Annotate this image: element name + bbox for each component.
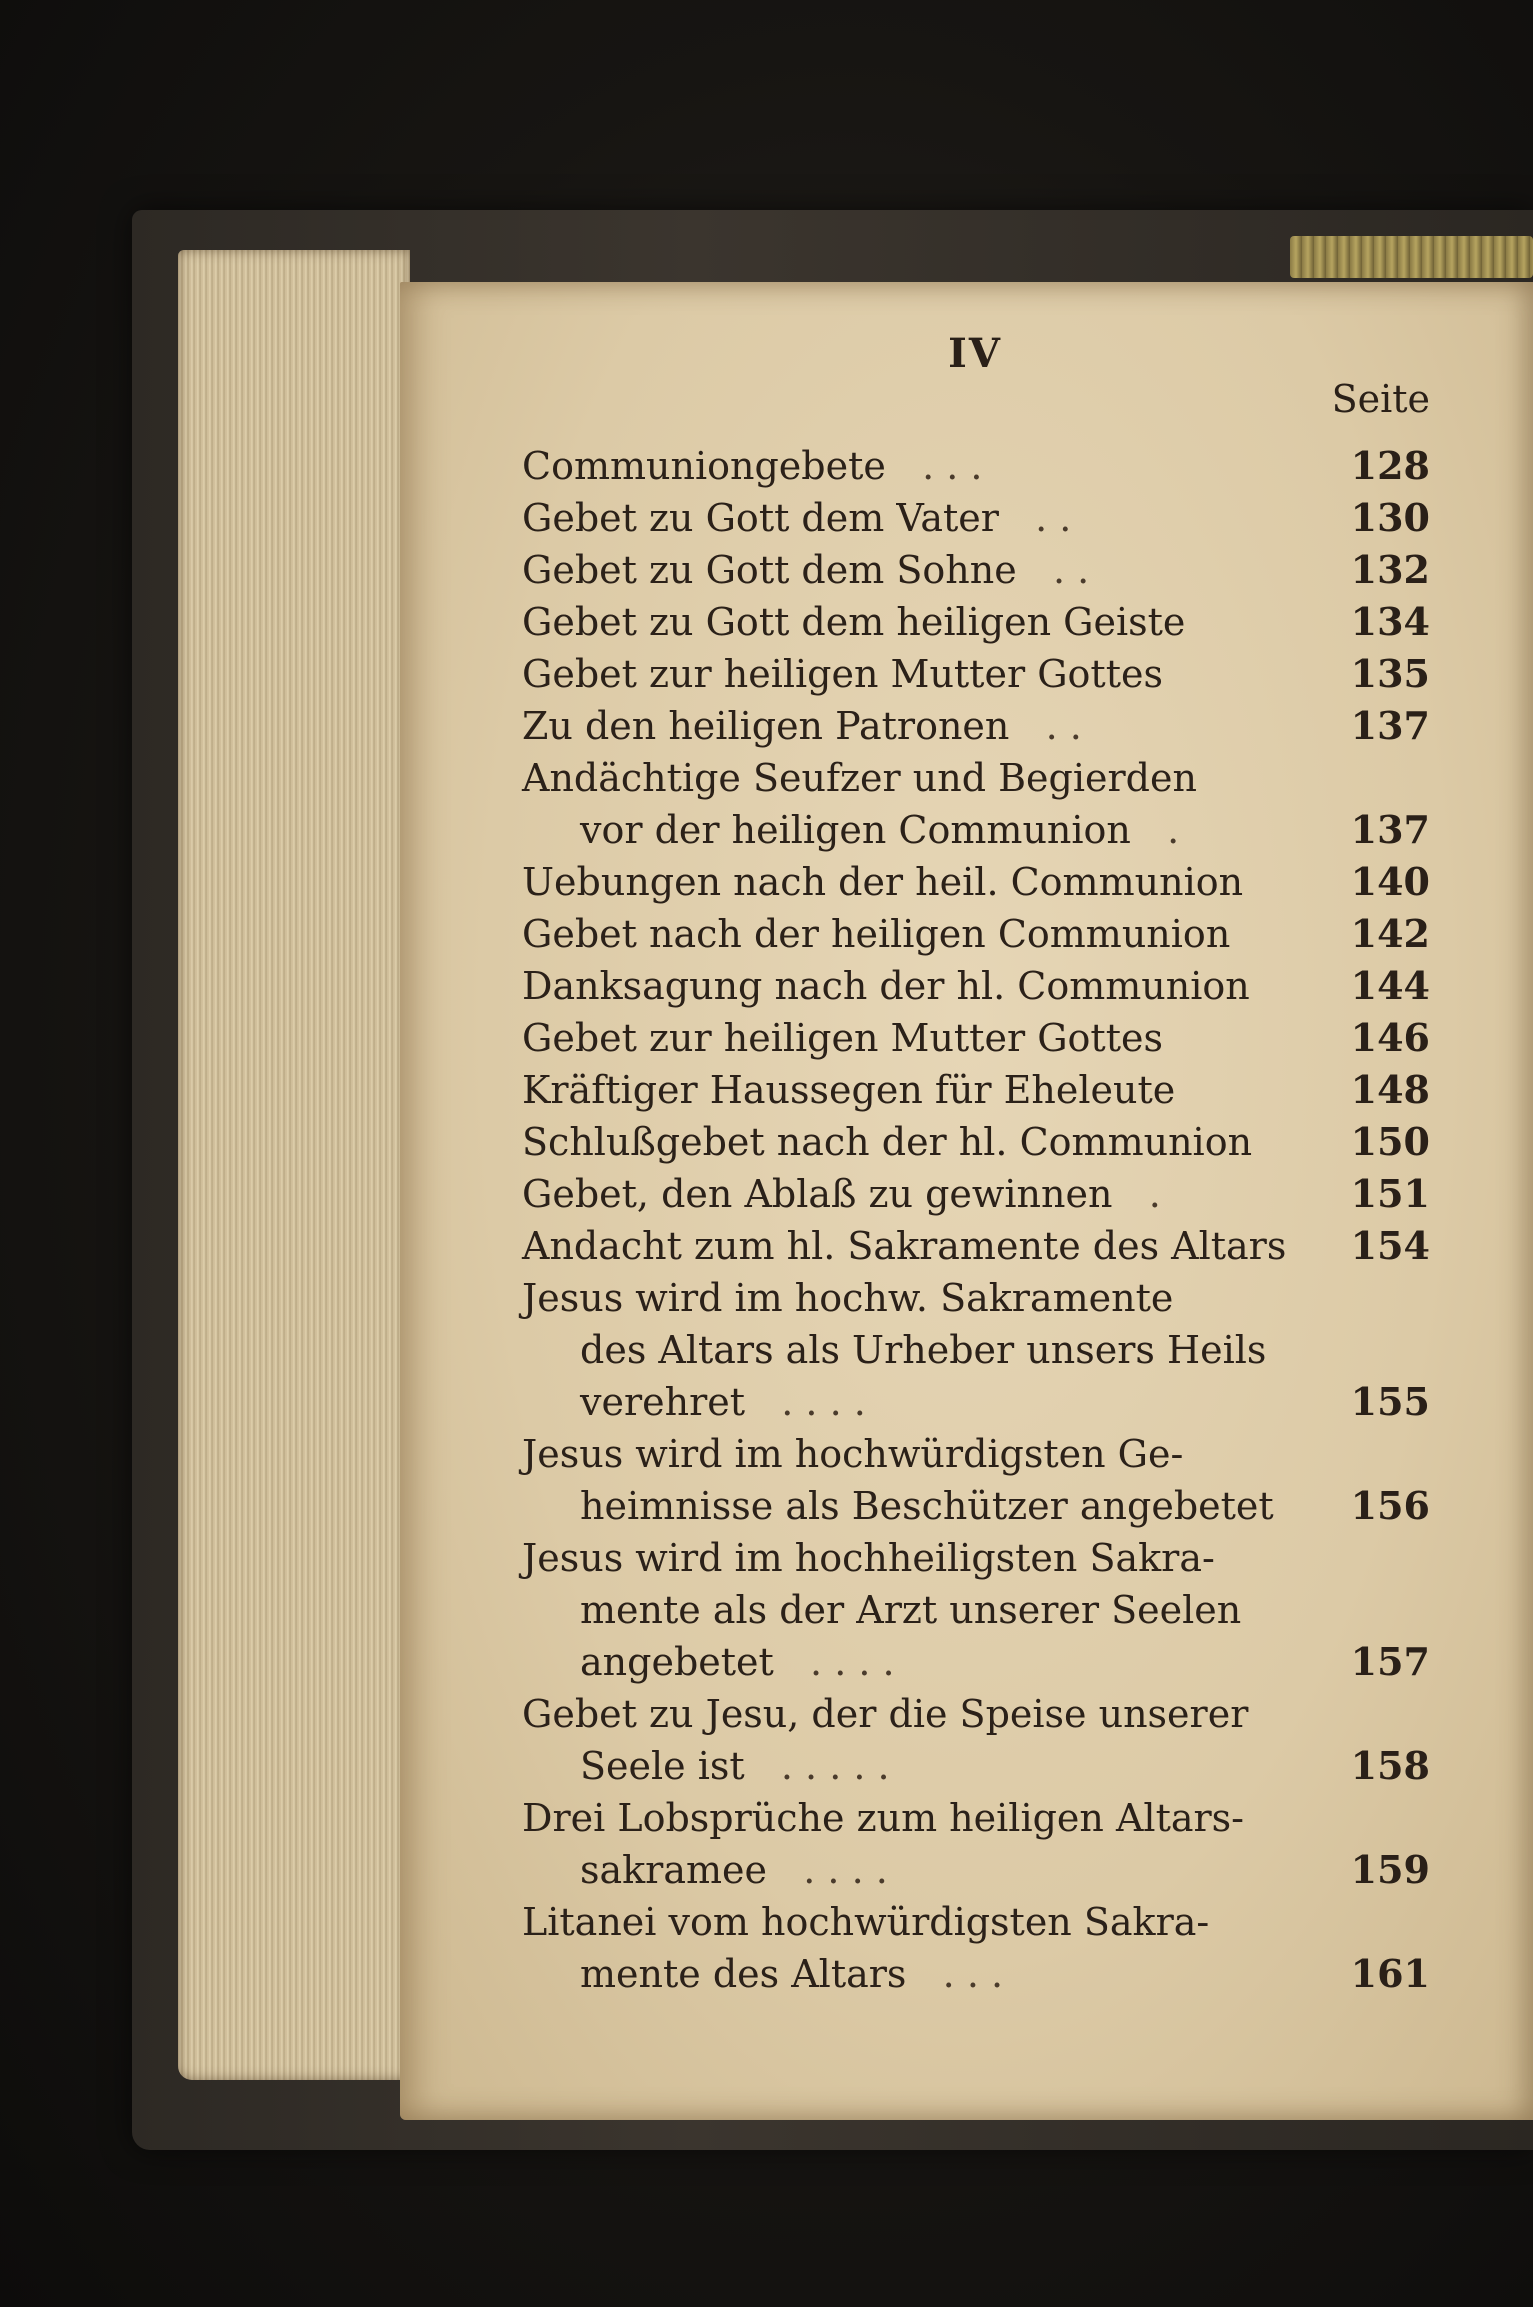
toc-entry-text: heimnisse als Beschützer angebetet bbox=[580, 1484, 1274, 1528]
toc-entry-title bbox=[522, 544, 1089, 596]
toc-page-number: 142 bbox=[1350, 911, 1430, 956]
toc-entry-title bbox=[522, 648, 1163, 700]
toc-entry-text: Uebungen nach der heil. Communion bbox=[522, 860, 1244, 904]
toc-entry-title bbox=[522, 440, 983, 492]
toc-entry-text: Gebet nach der heiligen Communion bbox=[522, 912, 1231, 956]
toc-entry-text: Gebet, den Ablaß zu gewinnen bbox=[522, 1172, 1113, 1216]
toc-leader-dots: . bbox=[1112, 1172, 1161, 1216]
toc-leader-dots: . . bbox=[1016, 548, 1090, 592]
toc-leader-dots: . . . . bbox=[773, 1640, 895, 1684]
toc-entry-title bbox=[522, 1688, 1248, 1740]
toc-entry-text: Communiongebete bbox=[522, 444, 886, 488]
toc-entry-title bbox=[522, 596, 1185, 648]
toc-page-number: 132 bbox=[1350, 547, 1430, 592]
toc-entry-continuation bbox=[580, 1324, 1266, 1376]
toc-entry-text: Andacht zum hl. Sakramente des Altars bbox=[522, 1224, 1287, 1268]
toc-entry-title bbox=[522, 700, 1082, 752]
toc-entry-text: mente als der Arzt unserer Seelen bbox=[580, 1588, 1242, 1632]
toc-entry-text: Andächtige Seufzer und Begierden bbox=[522, 756, 1197, 800]
toc-entry-title bbox=[522, 752, 1197, 804]
toc-entry-continuation bbox=[580, 1636, 895, 1688]
toc-entry-text: Gebet zu Jesu, der die Speise unserer bbox=[522, 1692, 1249, 1736]
toc-entry-continuation bbox=[580, 1844, 888, 1896]
toc-page-number: 151 bbox=[1350, 1171, 1430, 1216]
toc-page-number: 159 bbox=[1350, 1847, 1430, 1892]
toc-entry-text: sakramee bbox=[580, 1848, 768, 1892]
toc-leader-dots: . . . . bbox=[745, 1380, 866, 1424]
toc-page-number: 134 bbox=[1350, 599, 1430, 644]
toc-entry-text: verehret bbox=[580, 1380, 746, 1424]
toc-entry-title bbox=[522, 1116, 1252, 1168]
toc-page-number: 150 bbox=[1350, 1119, 1430, 1164]
toc-entry-continuation bbox=[580, 1584, 1241, 1636]
toc-entry-text: des Altars als Urheber unsers Heils bbox=[580, 1328, 1267, 1372]
toc-page-number: 156 bbox=[1350, 1483, 1430, 1528]
toc-page-number: 130 bbox=[1350, 495, 1430, 540]
toc-entry-title bbox=[522, 1168, 1161, 1220]
toc-page-number: 155 bbox=[1350, 1379, 1430, 1424]
toc-entry-continuation bbox=[580, 1948, 1003, 2000]
toc-entry-title bbox=[522, 856, 1243, 908]
toc-leader-dots: . . . . bbox=[767, 1848, 888, 1892]
toc-entry-text: Zu den heiligen Patronen bbox=[522, 704, 1010, 748]
toc-entry-text: Gebet zur heiligen Mutter Gottes bbox=[522, 1016, 1163, 1060]
toc-entry-continuation bbox=[580, 1480, 1274, 1532]
toc-page-number: 161 bbox=[1350, 1951, 1430, 1996]
toc-entry-continuation bbox=[580, 804, 1179, 856]
toc-page-number: 128 bbox=[1350, 443, 1430, 488]
toc-entry-continuation bbox=[580, 1376, 866, 1428]
toc-page-number: 157 bbox=[1350, 1639, 1430, 1684]
toc-leader-dots: . . . . . bbox=[744, 1744, 890, 1788]
toc-leader-dots: . . . bbox=[906, 1952, 1004, 1996]
toc-leader-dots: . . bbox=[998, 496, 1072, 540]
toc-entry-title bbox=[522, 960, 1250, 1012]
toc-entry-text: angebetet bbox=[580, 1640, 774, 1684]
toc-page-number: 137 bbox=[1350, 703, 1430, 748]
toc-entry-text: Jesus wird im hochw. Sakramente bbox=[522, 1276, 1174, 1320]
toc-page-number: 137 bbox=[1350, 807, 1430, 852]
toc-entry-text: Gebet zu Gott dem Sohne bbox=[522, 548, 1017, 592]
toc-entry-text: Seele ist bbox=[580, 1744, 745, 1788]
toc-entry-title bbox=[522, 1220, 1286, 1272]
toc-entry-text: Danksagung nach der hl. Communion bbox=[522, 964, 1250, 1008]
toc-entry-text: Gebet zur heiligen Mutter Gottes bbox=[522, 652, 1163, 696]
toc-entry-title bbox=[522, 1012, 1163, 1064]
toc-leader-dots: . bbox=[1130, 808, 1180, 852]
toc-entry-title bbox=[522, 1428, 1183, 1480]
toc-page-number: 140 bbox=[1350, 859, 1430, 904]
toc-page-number: 154 bbox=[1350, 1223, 1430, 1268]
toc-page-number: 135 bbox=[1350, 651, 1430, 696]
toc-page-number: 148 bbox=[1350, 1067, 1430, 1112]
toc-page-number: 144 bbox=[1350, 963, 1430, 1008]
toc-entry-title bbox=[522, 492, 1071, 544]
toc-entry-text: Jesus wird im hochwürdigsten Ge- bbox=[522, 1432, 1184, 1476]
toc-entry-text: mente des Altars bbox=[580, 1952, 907, 1996]
toc-entry-text: Gebet zu Gott dem Vater bbox=[522, 496, 999, 540]
toc-entry-continuation bbox=[580, 1740, 890, 1792]
toc-leader-dots: . . bbox=[1009, 704, 1082, 748]
toc-entry-text: Drei Lobsprüche zum heiligen Altars- bbox=[522, 1796, 1244, 1840]
page-number: IV bbox=[948, 330, 1002, 377]
toc-entry-title bbox=[522, 1792, 1244, 1844]
toc-entry-text: Gebet zu Gott dem heiligen Geiste bbox=[522, 600, 1186, 644]
toc-entry-title bbox=[522, 1272, 1173, 1324]
toc-page-number: 146 bbox=[1350, 1015, 1430, 1060]
toc-entry-text: Schlußgebet nach der hl. Communion bbox=[522, 1120, 1253, 1164]
toc-entry-title bbox=[522, 908, 1230, 960]
toc-entry-text: vor der heiligen Communion bbox=[580, 808, 1131, 852]
toc-leader-dots: . . . bbox=[885, 444, 983, 488]
toc-entry-text: Kräftiger Haussegen für Eheleute bbox=[522, 1068, 1176, 1112]
toc-entry-title bbox=[522, 1896, 1209, 1948]
toc-page-number: 158 bbox=[1350, 1743, 1430, 1788]
toc-entry-text: Litanei vom hochwürdigsten Sakra- bbox=[522, 1900, 1210, 1944]
toc-entry-title bbox=[522, 1064, 1175, 1116]
page-column-label: Seite bbox=[1331, 377, 1430, 421]
toc-entry-text: Jesus wird im hochheiligsten Sakra- bbox=[522, 1536, 1215, 1580]
toc-entry-title bbox=[522, 1532, 1215, 1584]
